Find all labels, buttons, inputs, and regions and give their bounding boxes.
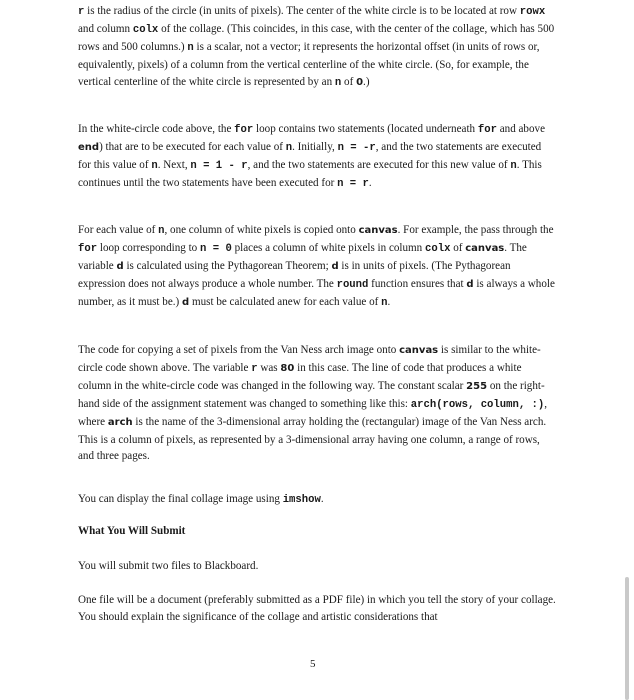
scrollbar[interactable] — [625, 577, 629, 700]
paragraph-imshow: You can display the final collage image using imshow. — [78, 493, 324, 506]
paragraph-van-ness-arch: The code for copying a set of pixels from the Van Ness arch image onto canvas is similar to the white-circle code shown above. The variable r was 80 in this case. The line of code that produces a white column in the white-circle code was changed in the following way. The constant scalar 255 on the right-hand side of the assignment statement was changed to something like this: arch(rows, column, :), where arch is the name of the 3-dimensional array holding the (rectangular) image of the Van Ness arch. This is a column of pixels, as represented by a 3-dimensional array having one column, a range of rows, and three pages. — [78, 344, 548, 463]
section-heading: What You Will Submit — [78, 525, 186, 537]
page-number: 5 — [310, 658, 316, 670]
paragraph-radius: r is the radius of the circle (in units of pixels). The center of the white circle is to be located at row rowx and column colx of the collage. (This coincides, in this case, with the center of the collage, which has 500 rows and 500 columns.) n is a scalar, not a vector; it represents the horizontal offset (in units of rows or, equivalently, pixels) of a column from the vertical centerline of the white circle. (So, for example, the vertical centerline of the white circle is represented by an n of 0.) — [78, 5, 555, 89]
paragraph-columns: For each value of n, one column of white pixels is copied onto canvas. For example, the pass through the for loop corresponding to n = 0 places a column of white pixels in column colx of canvas. The variable d is calculated using the Pythagorean Theorem; d is in units of pixels. (The Pythagorean expression does not always produce a whole number. The round function ensures that d is always a whole number, as it must be.) d must be calculated anew for each value of n. — [78, 224, 555, 309]
code-r: r — [78, 6, 85, 18]
paragraph-submit-files: You will submit two files to Blackboard. — [78, 560, 259, 572]
paragraph-for-loop: In the white-circle code above, the for loop contains two statements (located underneath for and above end) that are to be executed for each value of n. Initially, n = -r, and the two statements are executed for this value of n. Next, n = 1 - r, and the two statements are executed for this new value of n. This continues until the two statements have been executed for n = r. — [78, 123, 545, 190]
paragraph-document: One file will be a document (preferably submitted as a PDF file) in which you tell the story of your collage. You should explain the significance of the collage and artistic considerations that — [78, 594, 556, 623]
